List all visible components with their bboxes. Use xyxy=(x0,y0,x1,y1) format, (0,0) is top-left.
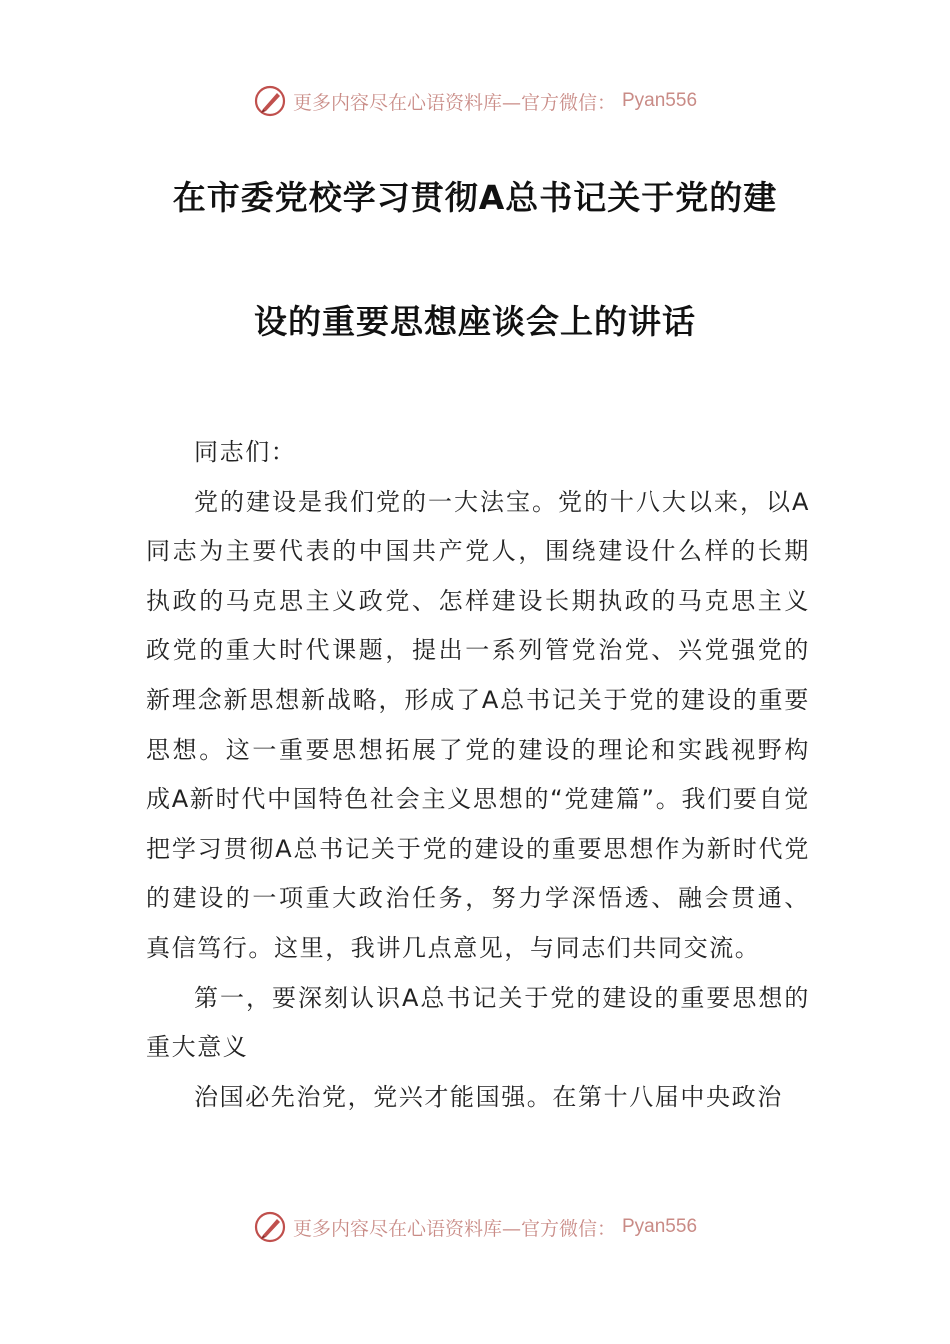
paragraph-intro: 党的建设是我们党的一大法宝。党的十八大以来，以A同志为主要代表的中国共产党人，围绕建设什么样的长期执政的马克思主义政党、怎样建设长期执政的马克思主义政党的重大时代课题，提出一系列管党治党、兴党强党的新理念新思想新战略，形成了A总书记关于党的建设的重要思想。这一重要思想拓展了党的建设的理论和实践视野构成A新时代中国特色社会主义思想的“党建篇”。我们要自觉把学习贯彻A总书记关于党的建设的重要思想作为新时代党的建设的一项重大政治任务，努力学深悟透、融会贯通、真信笃行。这里，我讲几点意见，与同志们共同交流。 xyxy=(146,487,810,962)
watermark-text: 更多内容尽在心语资料库—官方微信： xyxy=(292,1217,616,1240)
watermark-text: 更多内容尽在心语资料库—官方微信： xyxy=(292,91,616,114)
pen-logo-icon xyxy=(253,84,287,118)
paragraph-section-1: 治国必先治党，党兴才能国强。在第十八届中央政治 xyxy=(194,1082,783,1111)
document-title-line1: 在市委党校学习贯彻A总书记关于党的建 xyxy=(172,178,778,217)
salutation: 同志们： xyxy=(194,438,297,466)
watermark-footer xyxy=(0,1210,950,1244)
watermark-wechat-id: Pyan556 xyxy=(622,90,698,111)
pen-logo-icon xyxy=(253,1210,287,1244)
document-body xyxy=(146,428,810,1122)
watermark-wechat-id: Pyan556 xyxy=(622,1216,698,1237)
watermark-header xyxy=(0,84,950,118)
section-heading-1: 第一，要深刻认识A总书记关于党的建设的重要思想的重大意义 xyxy=(146,983,810,1062)
document-title-line2: 设的重要思想座谈会上的讲话 xyxy=(254,302,696,341)
